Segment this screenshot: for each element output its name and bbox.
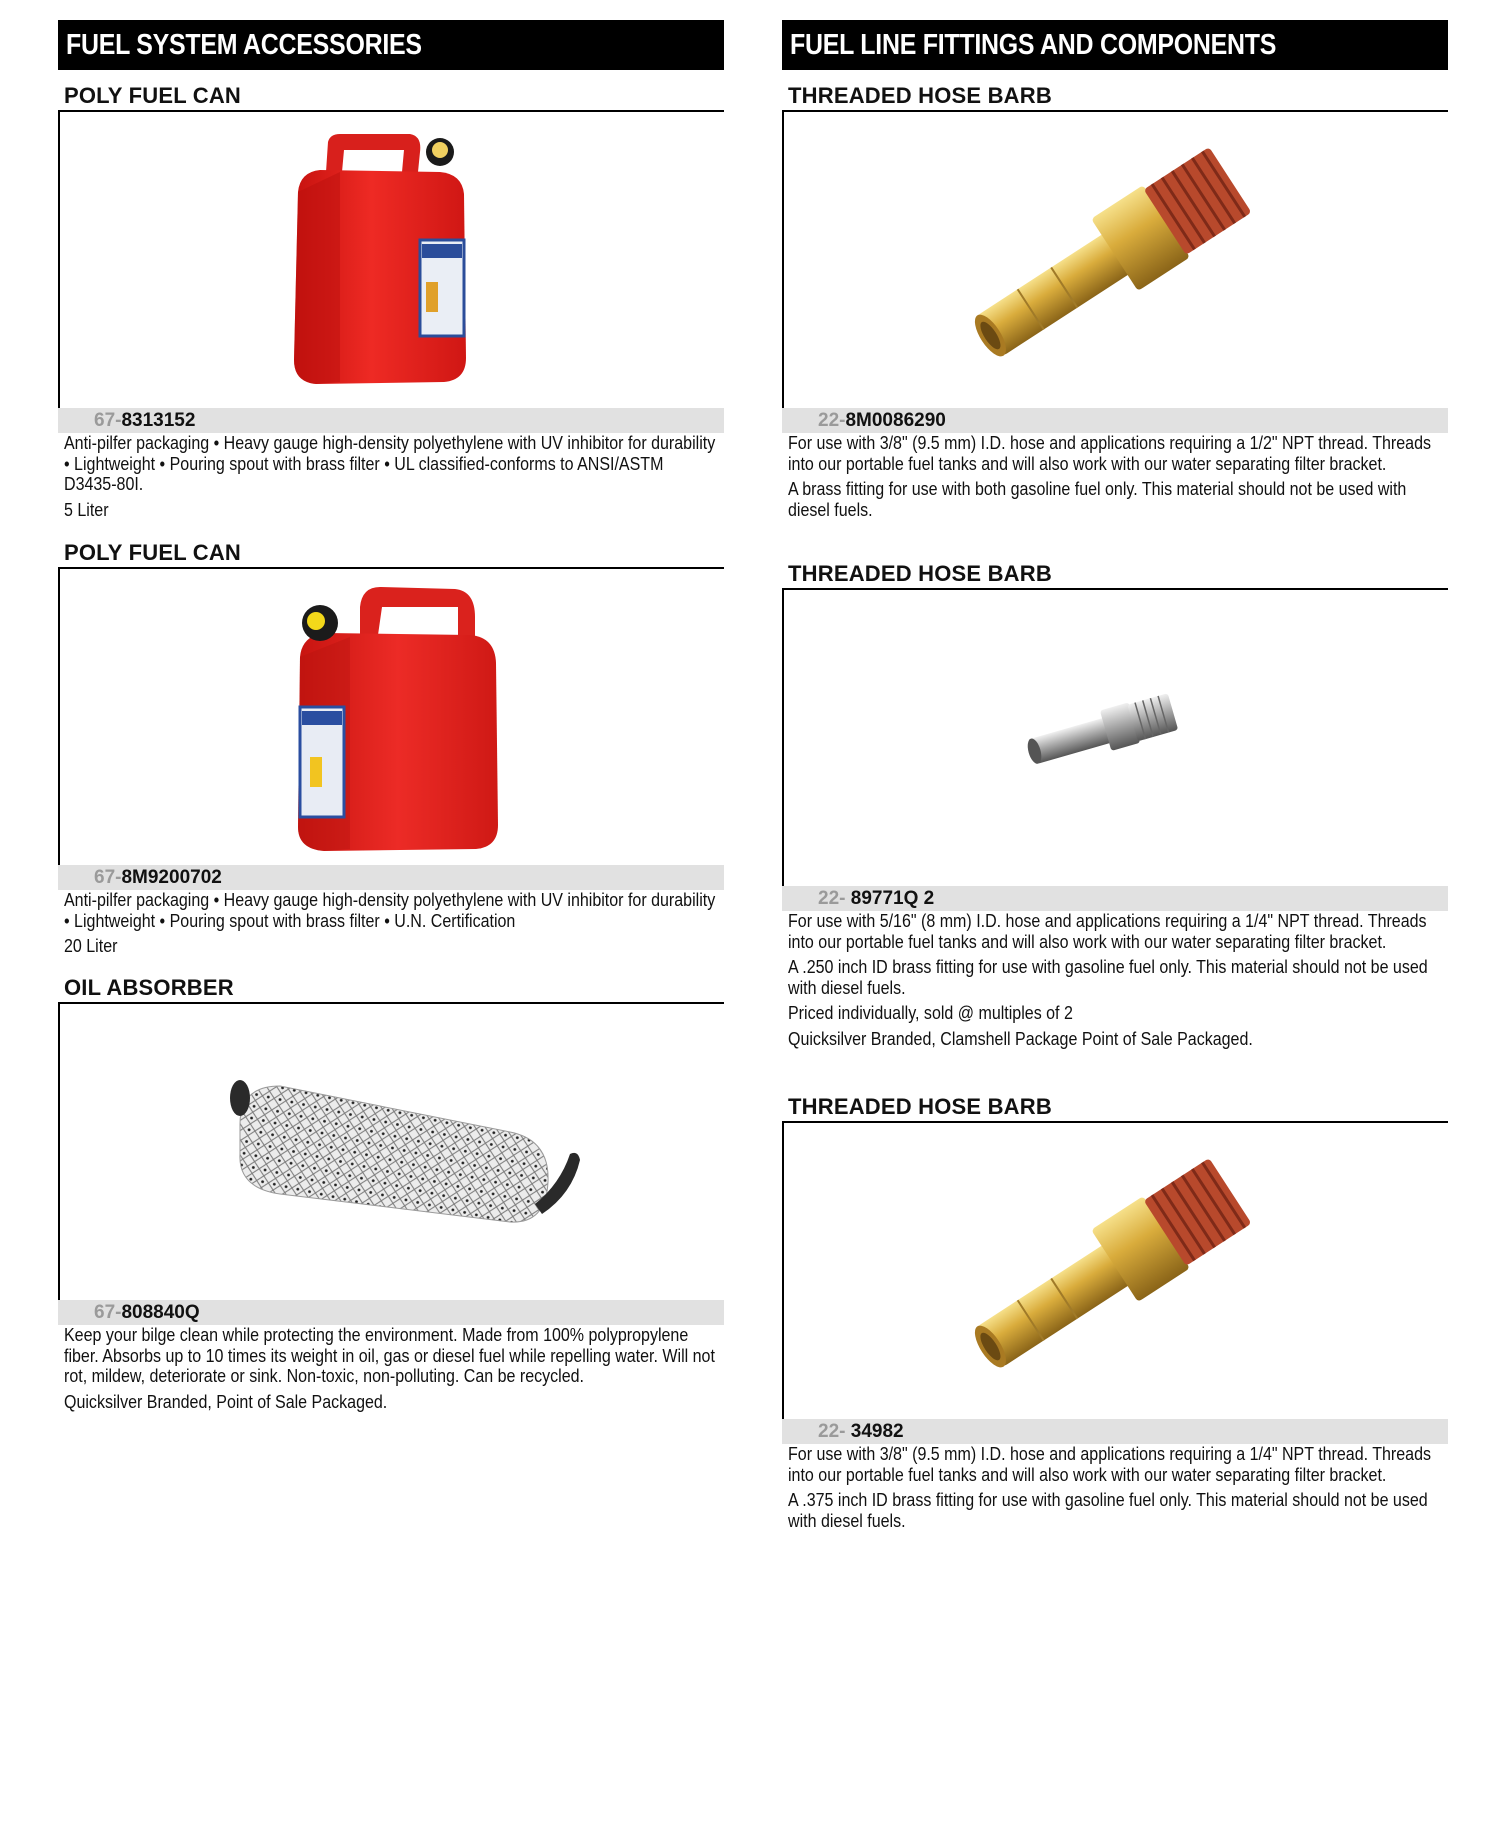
part-prefix: 67- bbox=[94, 410, 122, 431]
packaging-text: Quicksilver Branded, Point of Sale Packaged. bbox=[64, 1391, 388, 1412]
brass-hose-barb-image bbox=[944, 122, 1264, 392]
material-note: A .250 inch ID brass fitting for use with gasoline fuel only. This material should not be used with diesel fuels. bbox=[788, 957, 1428, 998]
part-number: 8313152 bbox=[121, 410, 196, 431]
oil-absorber-image bbox=[210, 1054, 590, 1254]
product-title: POLY FUEL CAN bbox=[58, 84, 724, 112]
fuel-can-20l-image bbox=[270, 577, 510, 857]
product-title: THREADED HOSE BARB bbox=[782, 1095, 1448, 1123]
part-number: 808840Q bbox=[121, 1302, 200, 1323]
product-card bbox=[58, 541, 724, 962]
part-number-bar bbox=[58, 408, 724, 433]
product-card bbox=[782, 84, 1448, 525]
capacity-text: 20 Liter bbox=[64, 936, 118, 956]
product-description bbox=[782, 433, 1448, 520]
product-card bbox=[58, 84, 724, 525]
material-note: A brass fitting for use with both gasoline fuel only. This material should not be used with diesel fuels. bbox=[788, 479, 1407, 520]
part-number: 8M9200702 bbox=[121, 867, 222, 888]
product-description bbox=[58, 433, 724, 520]
description-paragraph: For use with 3/8" (9.5 mm) I.D. hose and applications requiring a 1/4" NPT thread. Threads into our portable fuel tanks and will also work with our water separating filter bracket. bbox=[788, 1444, 1432, 1485]
part-number: 34982 bbox=[850, 1421, 904, 1442]
silver-hose-barb-image bbox=[1014, 670, 1194, 780]
part-number-bar bbox=[58, 865, 724, 890]
packaging-text: Quicksilver Branded, Clamshell Package Point of Sale Packaged. bbox=[788, 1028, 1253, 1049]
part-number: 89771Q 2 bbox=[850, 888, 935, 909]
description-paragraph: Keep your bilge clean while protecting the environment. Made from 100% polypropylene fiber. Absorbs up to 10 times its weight in oil, gas or diesel fuel while repelling water. Will not rot, mildew, deteriorate or sink. Non-toxic, non-polluting. Can be recycled. bbox=[64, 1325, 715, 1386]
part-prefix: 67- bbox=[94, 867, 122, 888]
product-title: THREADED HOSE BARB bbox=[782, 84, 1448, 112]
material-note: A .375 inch ID brass fitting for use with gasoline fuel only. This material should not be used with diesel fuels. bbox=[788, 1490, 1428, 1531]
product-card bbox=[782, 1095, 1448, 1536]
product-title: POLY FUEL CAN bbox=[58, 541, 724, 569]
product-image-box bbox=[58, 1004, 724, 1300]
part-number-bar bbox=[782, 886, 1448, 911]
product-description bbox=[782, 1444, 1448, 1531]
part-prefix: 22- bbox=[818, 410, 846, 431]
part-number-bar bbox=[782, 1419, 1448, 1444]
part-prefix: 67- bbox=[94, 1302, 122, 1323]
product-description bbox=[782, 911, 1448, 1049]
product-title: OIL ABSORBER bbox=[58, 976, 724, 1004]
part-prefix: 22- bbox=[818, 1421, 851, 1442]
brass-hose-barb-image bbox=[944, 1133, 1264, 1403]
description-paragraph: For use with 3/8" (9.5 mm) I.D. hose and applications requiring a 1/2" NPT thread. Threads into our portable fuel tanks and will also work with our water separating filter bracket. bbox=[788, 433, 1432, 474]
product-image-box bbox=[782, 1123, 1448, 1419]
pricing-note: Priced individually, sold @ multiples of 2 bbox=[788, 1003, 1073, 1023]
part-number-bar bbox=[58, 1300, 724, 1325]
product-image-box bbox=[58, 569, 724, 865]
product-title: THREADED HOSE BARB bbox=[782, 562, 1448, 590]
description-paragraph: For use with 5/16" (8 mm) I.D. hose and applications requiring a 1/4" NPT thread. Threads into our portable fuel tanks and will also work with our water separating filter bracket. bbox=[788, 911, 1427, 952]
part-number-bar bbox=[782, 408, 1448, 433]
product-image-box bbox=[782, 112, 1448, 408]
section-banner-fuel-system-accessories: FUEL SYSTEM ACCESSORIES bbox=[58, 20, 724, 70]
product-image-box bbox=[782, 590, 1448, 886]
product-card bbox=[58, 976, 724, 1417]
product-image-box bbox=[58, 112, 724, 408]
description-paragraph: Anti-pilfer packaging • Heavy gauge high-density polyethylene with UV inhibitor for durability • Lightweight • Pouring spout with brass filter • UL classified-conforms to ANSI/ASTM D3435-80I. bbox=[64, 433, 716, 494]
right-column bbox=[782, 20, 1448, 1531]
capacity-text: 5 Liter bbox=[64, 499, 109, 520]
product-description bbox=[58, 890, 724, 957]
fuel-can-5l-image bbox=[280, 132, 480, 392]
product-description bbox=[58, 1325, 724, 1412]
part-prefix: 22- bbox=[818, 888, 851, 909]
part-number: 8M0086290 bbox=[845, 410, 946, 431]
description-paragraph: Anti-pilfer packaging • Heavy gauge high-density polyethylene with UV inhibitor for durability • Lightweight • Pouring spout with brass filter • U.N. Certification bbox=[64, 890, 716, 931]
section-banner-fuel-line-fittings: FUEL LINE FITTINGS AND COMPONENTS bbox=[782, 20, 1448, 70]
left-column bbox=[58, 20, 724, 1412]
product-card bbox=[782, 562, 1448, 1054]
